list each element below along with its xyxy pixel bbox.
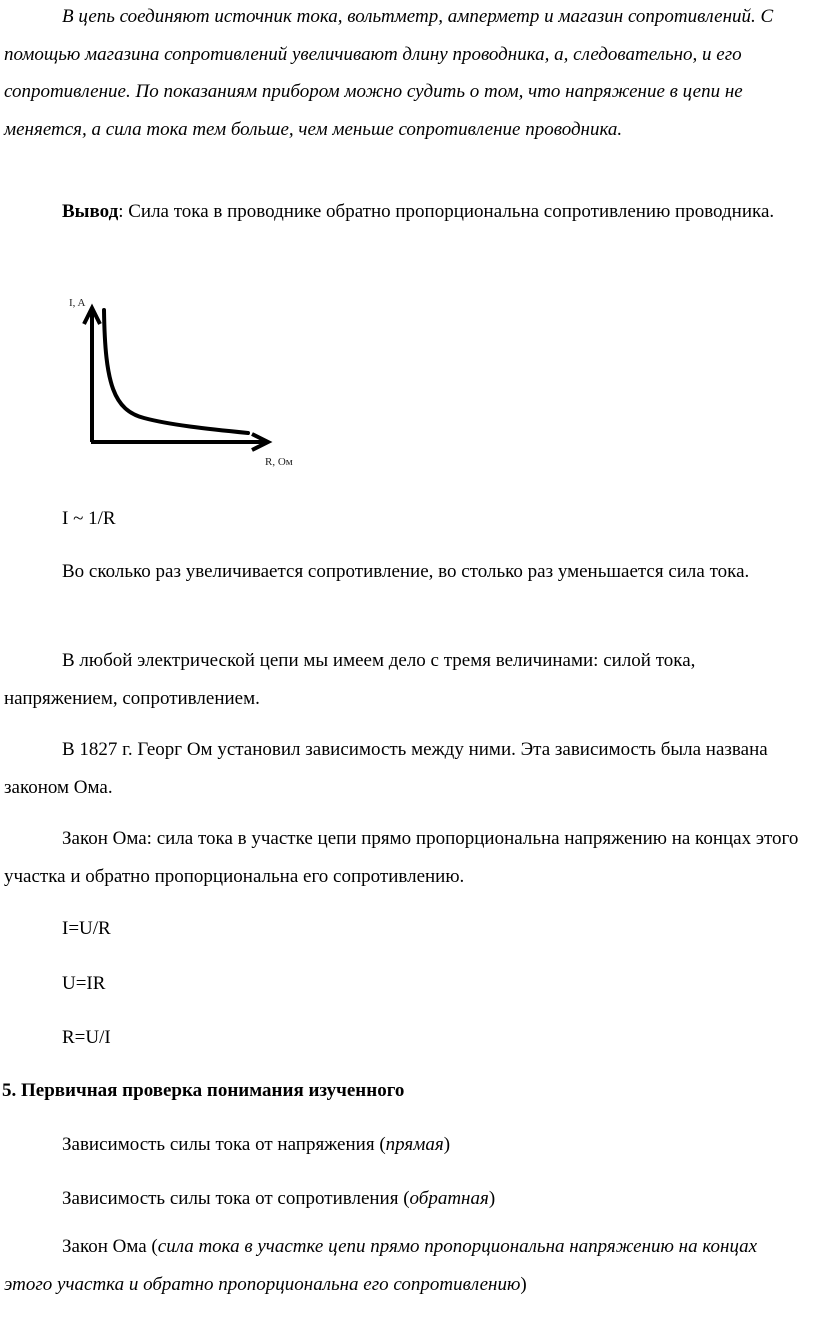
ohm-law-paragraph: Закон Ома: сила тока в участке цепи прямо пропорциональна напряжению на концах этого участка и обратно пропорциональна его сопротивлению. (4, 828, 799, 887)
conclusion-label: Вывод (62, 201, 119, 222)
inverse-proportion-graph (58, 290, 318, 475)
inverse-curve (104, 310, 248, 433)
answer-inverse: обратная (409, 1188, 489, 1209)
conclusion-paragraph (4, 193, 810, 231)
check-item-ohm-law: Закон Ома (сила тока в участке цепи прямо пропорциональна напряжению на концах этого участка и обратно пропорциональна его сопротивлению) (4, 1236, 758, 1295)
answer-direct: прямая (385, 1134, 444, 1155)
x-axis-label: R, Ом (265, 456, 293, 468)
three-quantities-paragraph: В любой электрической цепи мы имеем дело с тремя величинами: силой тока, напряжением, сопротивлением. (4, 650, 696, 709)
ohm-1827-paragraph: В 1827 г. Георг Ом установил зависимость между ними. Эта зависимость была названа законом Ома. (4, 739, 768, 798)
conclusion-text: : Сила тока в проводнике обратно пропорциональна сопротивлению проводника. (118, 201, 775, 222)
formula-resistance: R=U/I (62, 1027, 111, 1048)
intro-paragraph: В цепь соединяют источник тока, вольтметр, амперметр и магазин сопротивлений. С помощью магазина сопротивлений увеличивают длину проводника, а, следовательно, и его сопротивление. По показаниям прибором можно судить о том, что напряжение в цепи не меняется, а сила тока тем больше, чем меньше сопротивление проводника. (4, 6, 774, 140)
answer-ohm-law: сила тока в участке цепи прямо пропорциональна напряжению на концах этого участка и обратно пропорциональна его сопротивлению (4, 1236, 758, 1295)
proportion-formula: I ~ 1/R (62, 508, 116, 529)
check-item-resistance: Зависимость силы тока от сопротивления (обратная) (62, 1188, 496, 1209)
section-5-heading: 5. Первичная проверка понимания изученного (2, 1080, 405, 1101)
formula-voltage: U=IR (62, 973, 106, 994)
formula-current: I=U/R (62, 918, 111, 939)
check-item-voltage: Зависимость силы тока от напряжения (прямая) (62, 1134, 451, 1155)
y-axis-label: I, A (69, 297, 86, 309)
times-paragraph: Во сколько раз увеличивается сопротивление, во столько раз уменьшается сила тока. (62, 561, 750, 582)
